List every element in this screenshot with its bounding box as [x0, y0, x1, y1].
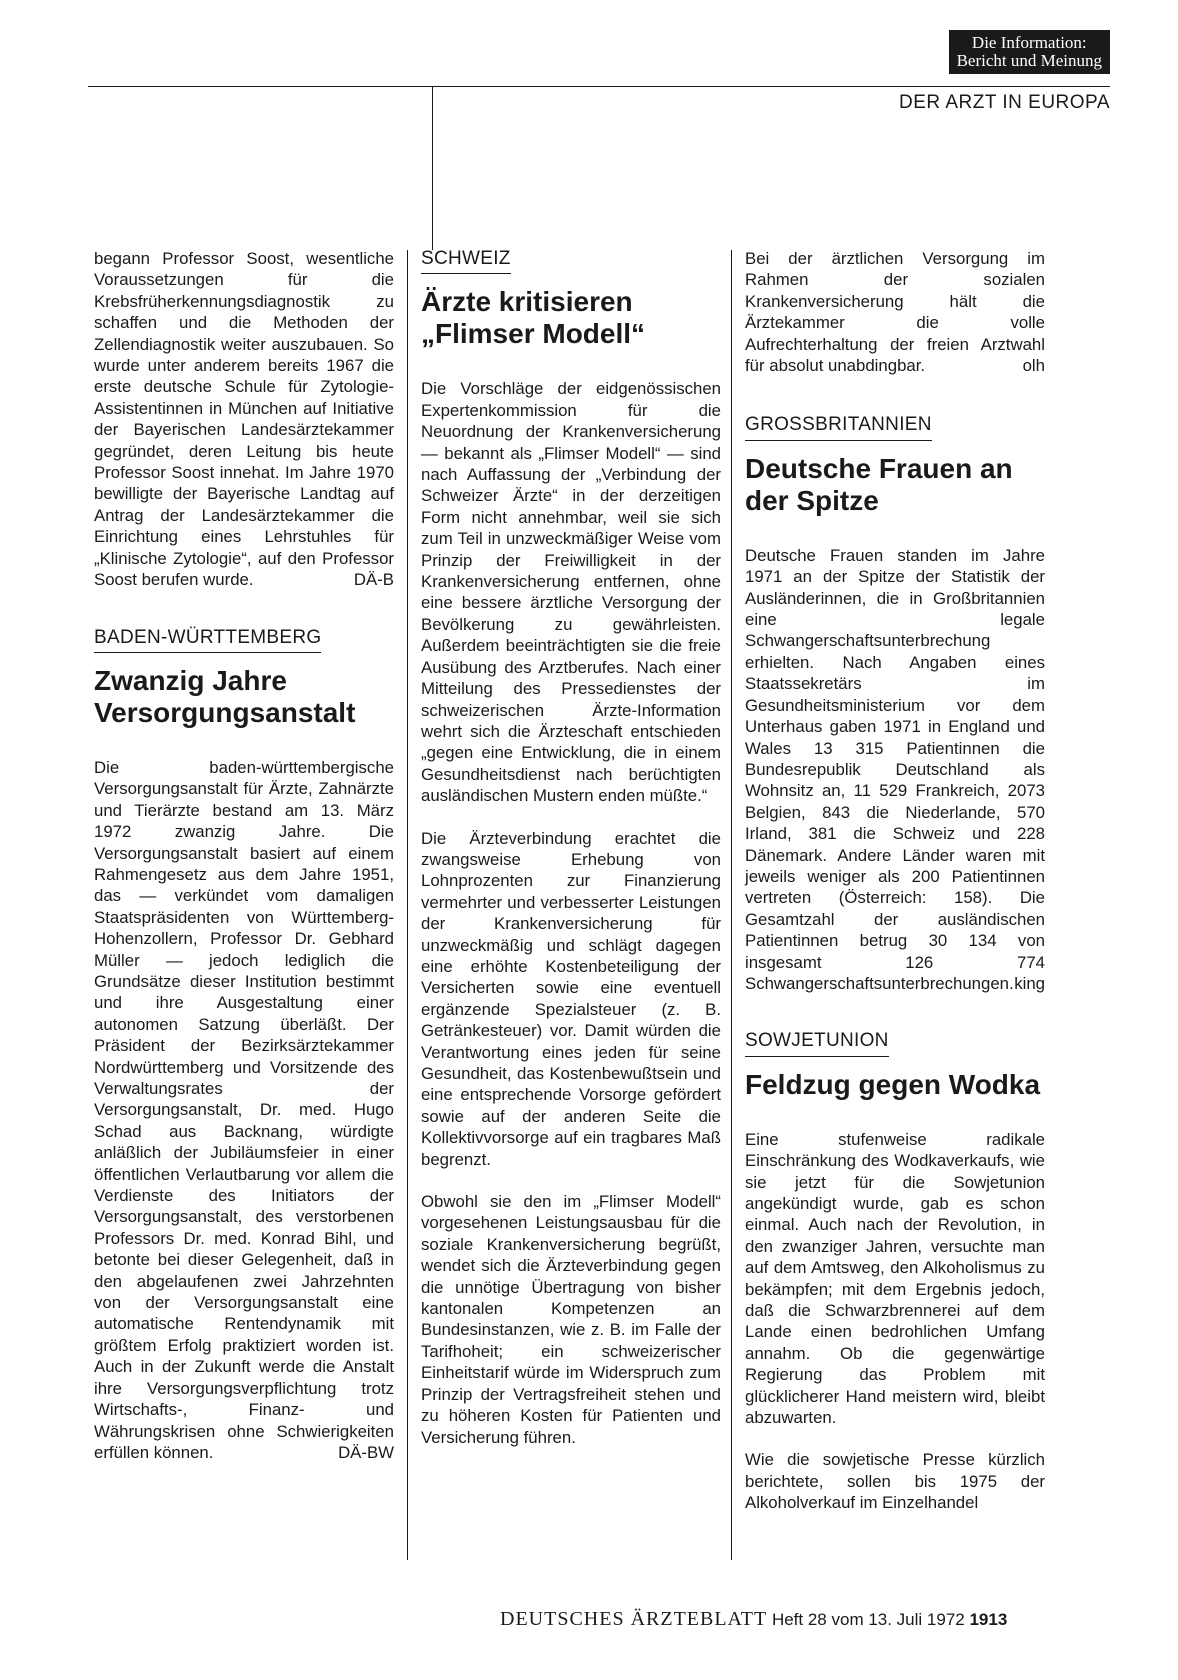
article-body: [745, 545, 1045, 995]
region-label: SCHWEIZ: [421, 248, 511, 274]
header-divider: [432, 86, 433, 250]
section-title: DER ARZT IN EUROPA: [899, 92, 1110, 113]
article-body: Obwohl sie den im „Flimser Modell“ vorgesehenen Leistungsausbau für die soziale Krankenversicherung begrüßt, wendet sich die Ärzteverbindung gegen die unnötige Übertragung von bisher kantonalen Kompetenzen an Bundesinstanzen, wie z. B. im Falle der Tarifhoheit; ein schweizerischer Einheitstarif würde im Widerspruch zum Prinzip der Vertragsfreiheit stehen und zu höheren Kosten für Patienten und Versicherung führen.: [421, 1192, 721, 1447]
column-divider: [731, 250, 732, 1560]
author-signature: king: [1014, 973, 1045, 993]
paragraph-text: Bei der ärztlichen Versorgung im Rahmen der sozialen Krankenversicherung hält die Ärztekammer die volle Aufrechterhaltung der freien Arztwahl für absolut unabdingbar.: [745, 249, 1045, 376]
article-continuation: [94, 248, 394, 591]
paragraph-text: begann Professor Soost, wesentliche Voraussetzungen für die Krebsfrüherkennungsdiagnostik zu schaffen und die Methoden der Zellendiagnostik weiter auszubauen. So wurde unter anderem bereits 1967 die erste deutsche Schule für Zytologie-Assistentinnen in München auf Initiative der Bayerischen Landesärztekammer gegründet, deren Leitung bis heute Professor Soost innehat. Im Jahre 1970 bewilligte der Bayerische Landtag auf Antrag der Landesärztekammer die Einrichtung eines Lehrstuhles für „Klinische Zytologie“, auf den Professor Soost berufen wurde.: [94, 249, 394, 590]
magazine-name: DEUTSCHES ÄRZTEBLATT: [500, 1608, 768, 1630]
article-body: Die Ärzteverbindung erachtet die zwangsweise Erhebung von Lohnprozenten zur Finanzierung vermehrter und verbesserter Leistungen der Krankenversicherung für unzweckmäßig und schlägt dagegen eine erhöhte Kostenbeteiligung der Versicherten sowie eine eventuell ergänzende Spezialsteuer (z. B. Getränkesteuer) vor. Damit würden die Verantwortung eines jeden für seine Gesundheit, das Kostenbewußtsein und eine entsprechende Vorsorge gefördert sowie auf der anderen Seite die Kollektivvorsorge auf ein tragbares Maß begrenzt.: [421, 828, 721, 1169]
article-headline: Deutsche Frauen an der Spitze: [745, 452, 1013, 516]
issue-info: Heft 28 vom 13. Juli 1972: [771, 1610, 965, 1629]
article-body: Eine stufenweise radikale Einschränkung des Wodkaverkaufs, wie sie jetzt für die Sowjetunion angekündigt wurde, gab es schon einmal. Auch nach der Revolution, in den zwanziger Jahren, versuchte man auf dem Amtsweg, den Alkoholismus zu bekämpfen; mit dem Ergebnis jedoch, daß die Schwarzbrennerei auf dem Lande einen bedrohlichen Umfang annahm. Ob die gegenwärtige Regierung das Problem mit glücklicherer Hand meistern wird, bleibt abzuwarten.: [745, 1129, 1045, 1428]
region-label: GROSSBRITANNIEN: [745, 414, 932, 440]
rubric-line-1: Die Information:: [971, 33, 1087, 52]
article-body: [94, 757, 394, 1463]
paragraph-text: Die baden-württembergische Versorgungsanstalt für Ärzte, Zahnärzte und Tierärzte bestand am 13. März 1972 zwanzig Jahre. Die Versorgungsanstalt basiert auf einem Rahmengesetz aus dem Jahre 1951, das — verkündet vom damaligen Staatspräsidenten von Württemberg-Hohenzollern, Professor Dr. Gebhard Müller — jedoch lediglich die Grundsätze dieser Institution bestimmt und ihre Ausgestaltung einer autonomen Satzung überläßt. Der Präsident der Bezirksärztekammer Nordwürttemberg und Vorsitzende des Verwaltungsrates der Versorgungsanstalt, Dr. med. Hugo Schad aus Backnang, würdigte anläßlich der Jubiläumsfeier in einer öffentlichen Verlautbarung vor allem die Verdienste des Initiators der Versorgungsanstalt, des verstorbenen Professors Dr. med. Konrad Bihl, und betonte bei dieser Gelegenheit, daß in den abgelaufenen zwei Jahrzehnten von der Versorgungsanstalt eine automatische Rentendynamik mit größtem Erfolg praktiziert worden ist. Auch in der Zukunft werde die Anstalt ihre Versorgungsverpflichtung trotz Wirtschafts-, Finanz- und Währungskrisen ohne Schwierigkeiten erfüllen können.: [94, 757, 394, 1462]
region-label: BADEN-WÜRTTEMBERG: [94, 627, 321, 653]
rubric-line-2: Bericht und Meinung: [956, 51, 1102, 70]
article-continuation: [745, 248, 1045, 376]
article-headline: Ärzte kritisieren „Flimser Modell“: [421, 286, 646, 350]
region-label: SOWJETUNION: [745, 1030, 889, 1056]
article-body: Die Vorschläge der eidgenössischen Expertenkommission für die Neuordnung der Krankenversicherung — bekannt als „Flimser Modell“ — sind nach Auffassung der „Verbindung der Schweizer Ärzte“ in der derzeitigen Form nicht annehmbar, weil sie sich zum Teil in unzweckmäßiger Weise vom Prinzip der Freiwilligkeit in der Krankenversicherung entfernen, ohne eine bessere ärztliche Versorgung der Bevölkerung zu gewährleisten. Außerdem beeinträchtigten sie die freie Ausübung des Arztberufes. Nach einer Mitteilung des Pressedienstes der schweizerischen Ärzte-Information wehrt sich die Ärzteschaft entschieden „gegen eine Entwicklung, die in einem Gesundheitsdienst nach berüchtigten ausländischen Mustern enden müßte.“: [421, 379, 721, 806]
article-body: Wie die sowjetische Presse kürzlich berichtete, sollen bis 1975 der Alkoholverkauf im Einzelhandel: [745, 1450, 1045, 1513]
rubric-badge: [949, 30, 1110, 74]
author-signature: DÄ-BW: [338, 1442, 394, 1462]
author-signature: DÄ-B: [353, 570, 394, 590]
top-rule: [88, 86, 1110, 87]
page-footer: [500, 1608, 1007, 1631]
column-1: [94, 248, 394, 1463]
paragraph-text: Deutsche Frauen standen im Jahre 1971 an der Spitze der Statistik der Ausländerinnen, die in Großbritannien eine legale Schwangerschaftsunterbrechung erhielten. Nach Angaben eines Staatssekretärs im Gesundheitsministerium vor dem Unterhaus gaben 1971 in England und Wales 13 315 Patientinnen die Bundesrepublik Deutschland als Wohnsitz an, 11 529 Frankreich, 2073 Belgien, 843 die Niederlande, 570 Irland, 381 die Schweiz und 228 Dänemark. Andere Länder waren mit jeweils weniger als 200 Patientinnen vertreten (Österreich: 158). Die Gesamtzahl der ausländischen Patientinnen betrug 30 134 von insgesamt 126 774 Schwangerschaftsunterbrechungen.: [745, 545, 1045, 993]
column-3: [745, 248, 1045, 1514]
column-2: [421, 248, 721, 1448]
article-headline: Zwanzig Jahre Versorgungsanstalt: [94, 664, 356, 728]
author-signature: olh: [1022, 356, 1045, 376]
article-headline: Feldzug gegen Wodka: [745, 1068, 1041, 1100]
page-number: 1913: [969, 1610, 1008, 1629]
column-divider: [407, 250, 408, 1560]
